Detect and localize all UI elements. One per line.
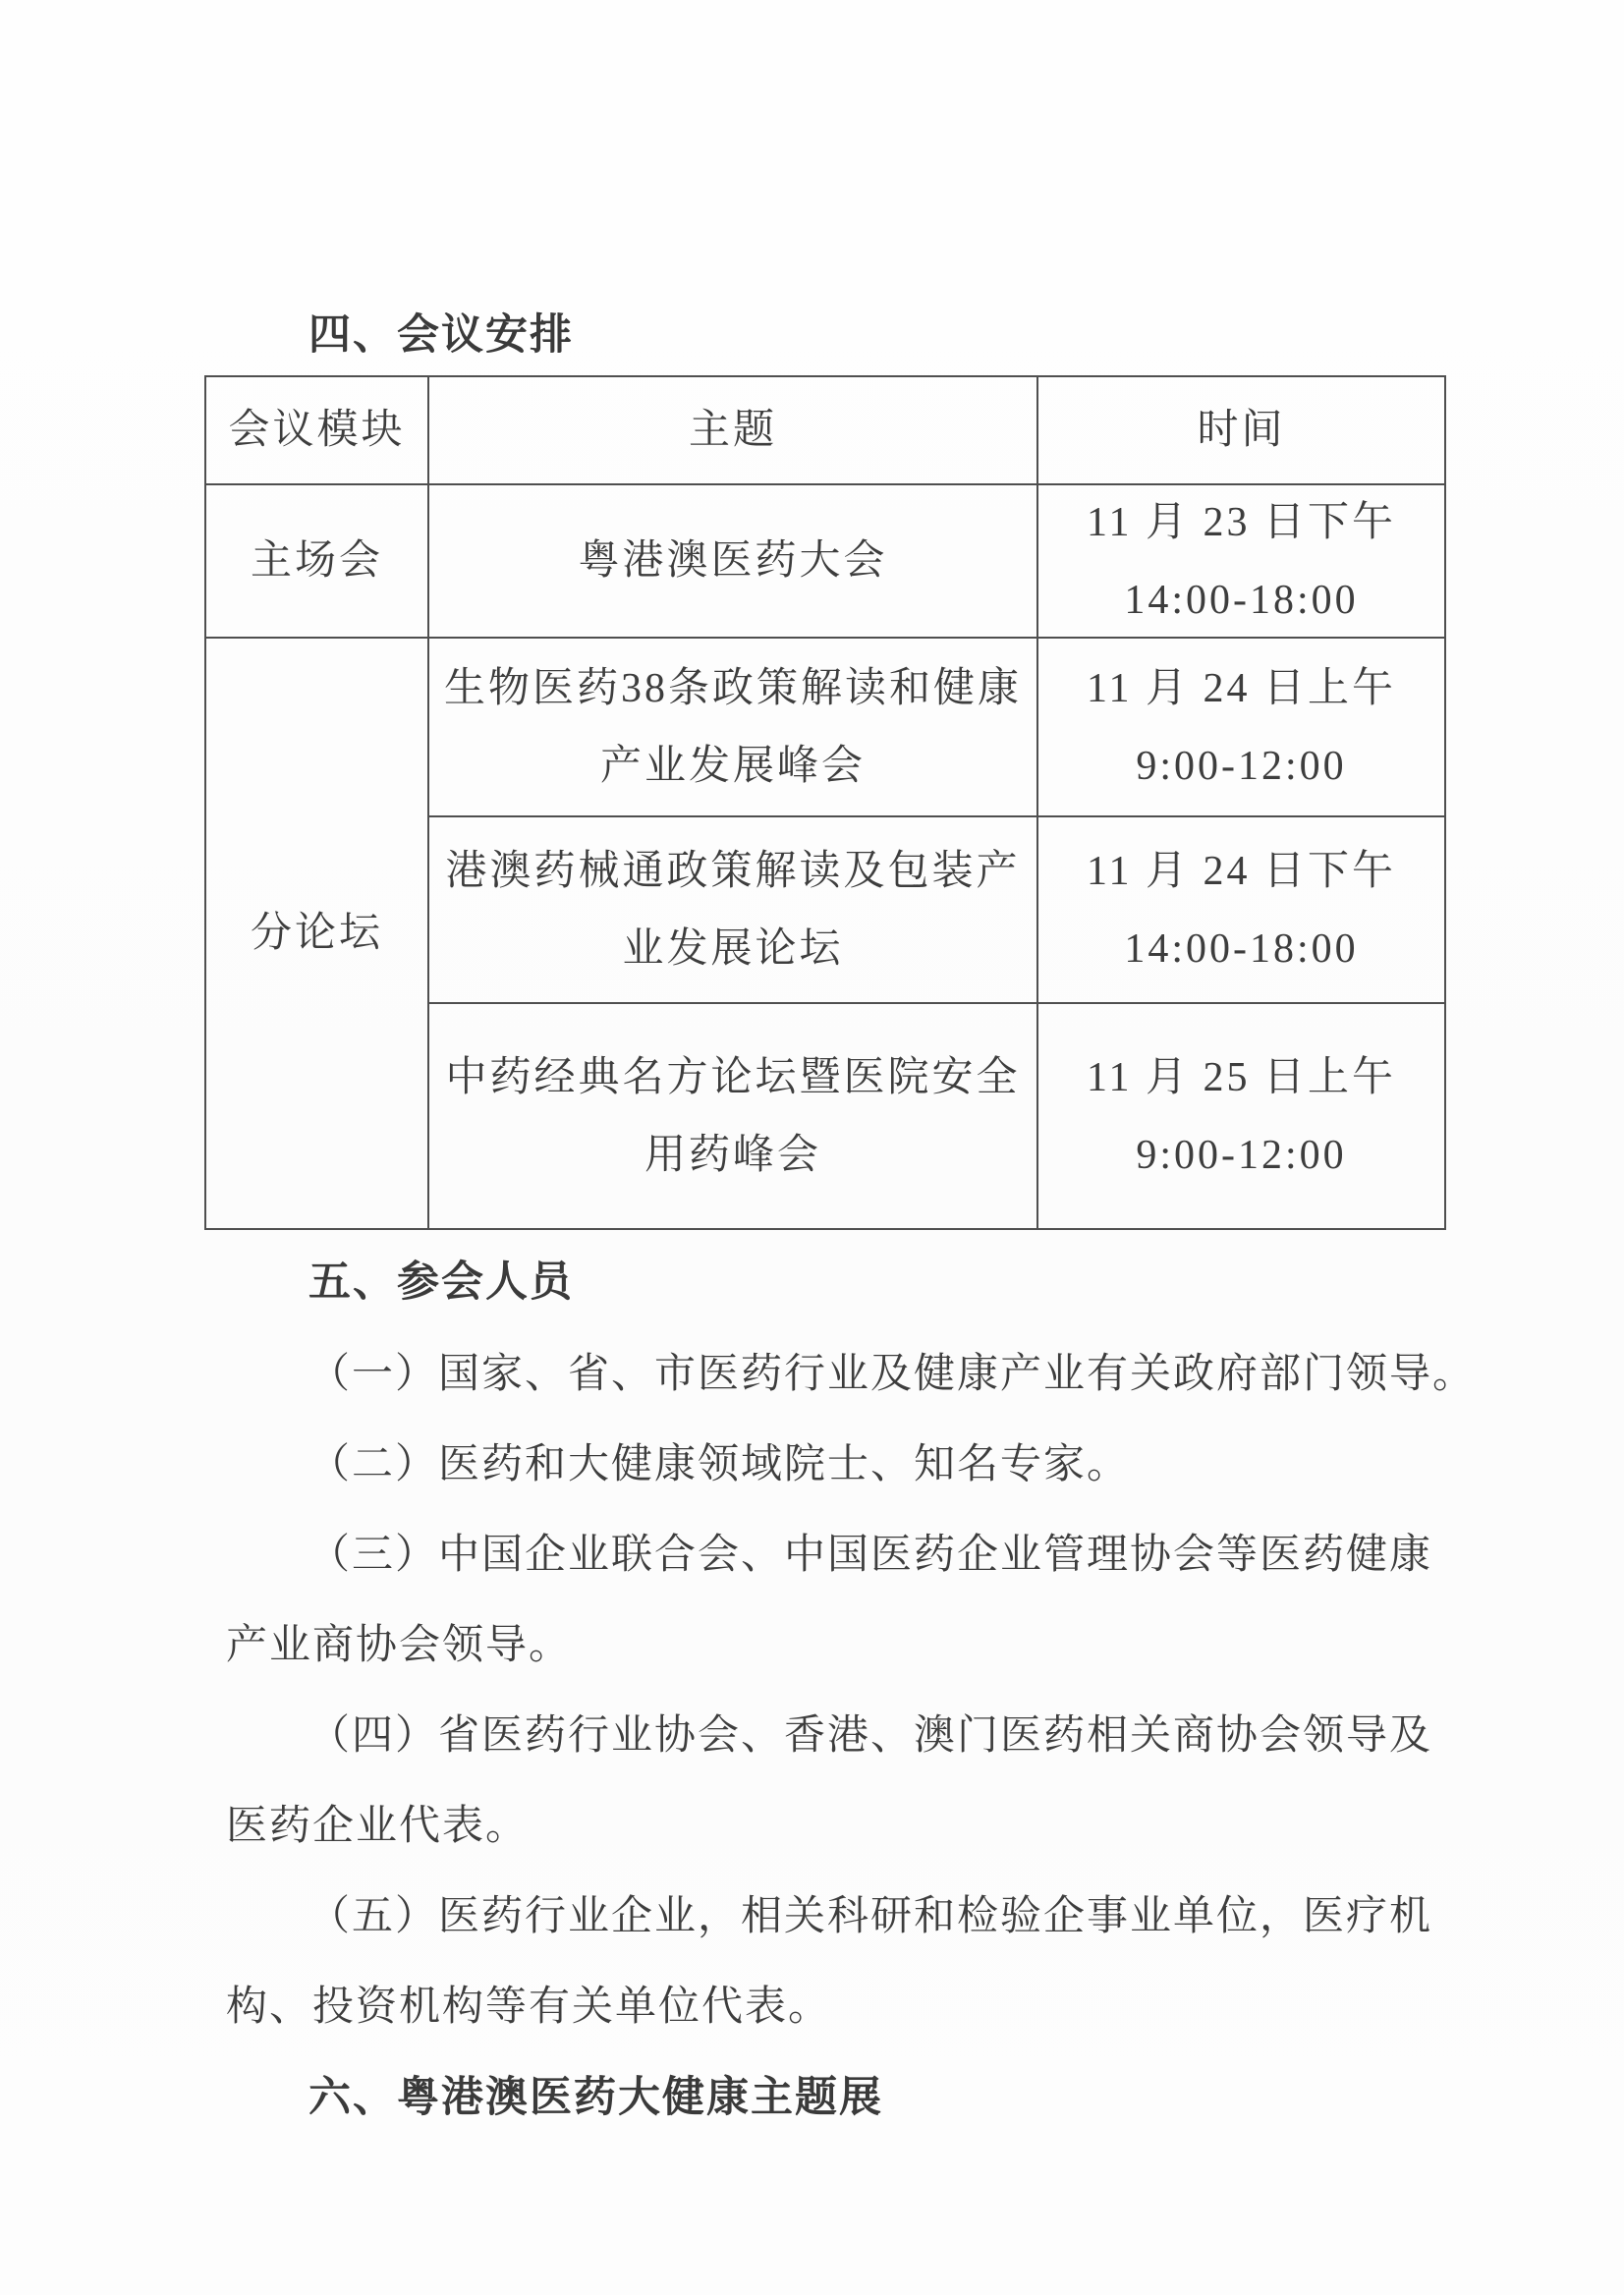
participant-item-5-line-2: 构、投资机构等有关单位代表。 xyxy=(226,1985,832,2030)
cell-topic-main xyxy=(428,484,1037,638)
module-forums-label: 分论坛 xyxy=(250,911,383,956)
time-forum1-line2: 9:00-12:00 xyxy=(1136,743,1347,789)
table-row-forum-1 xyxy=(205,638,1445,816)
meeting-schedule-table xyxy=(204,375,1446,1230)
header-cell-module xyxy=(205,376,428,484)
cell-time-main xyxy=(1037,484,1445,638)
participant-item-3-line-2: 产业商协会领导。 xyxy=(226,1623,573,1668)
participant-item-4-line-2: 医药企业代表。 xyxy=(226,1804,530,1849)
cell-topic-forum-3 xyxy=(428,1003,1037,1229)
table-header-row xyxy=(205,376,1445,484)
cell-module-main xyxy=(205,484,428,638)
topic-forum3-line1: 中药经典名方论坛暨医院安全 xyxy=(445,1054,1021,1100)
header-topic-label: 主题 xyxy=(688,408,777,453)
header-cell-time xyxy=(1037,376,1445,484)
topic-forum1-line2: 产业发展峰会 xyxy=(599,743,866,789)
participant-item-4-line-1: （四）省医药行业协会、香港、澳门医药相关商协会领导及 xyxy=(308,1713,1433,1759)
cell-time-forum-2 xyxy=(1037,816,1445,1003)
header-time-label: 时间 xyxy=(1197,408,1286,453)
time-forum3-line2: 9:00-12:00 xyxy=(1136,1132,1347,1178)
table-row-main-session xyxy=(205,484,1445,638)
document-content xyxy=(204,308,1477,2124)
participant-item-2: （二）医药和大健康领域院士、知名专家。 xyxy=(308,1442,1131,1487)
participant-item-3-line-1: （三）中国企业联合会、中国医药企业管理协会等医药健康 xyxy=(308,1533,1433,1578)
topic-forum3-line2: 用药峰会 xyxy=(644,1132,821,1178)
topic-forum1-line1: 生物医药38条政策解读和健康 xyxy=(443,665,1022,711)
topic-forum2-line2: 业发展论坛 xyxy=(622,925,844,972)
module-main-label: 主场会 xyxy=(250,538,383,584)
time-forum3-line1: 11 月 25 日上午 xyxy=(1087,1054,1396,1100)
header-module-label: 会议模块 xyxy=(228,408,406,453)
cell-topic-forum-1 xyxy=(428,638,1037,816)
section-4-heading: 四、会议安排 xyxy=(308,311,574,359)
time-main-line2: 14:00-18:00 xyxy=(1124,577,1359,623)
time-main-line1: 11 月 23 日下午 xyxy=(1087,499,1396,545)
topic-forum2-line1: 港澳药械通政策解读及包装产 xyxy=(445,848,1021,894)
cell-topic-forum-2 xyxy=(428,816,1037,1003)
cell-time-forum-1 xyxy=(1037,638,1445,816)
time-forum2-line1: 11 月 24 日下午 xyxy=(1087,848,1396,894)
header-cell-topic xyxy=(428,376,1037,484)
time-forum1-line1: 11 月 24 日上午 xyxy=(1087,665,1396,711)
cell-module-forums xyxy=(205,638,428,1229)
section-5-heading: 五、参会人员 xyxy=(308,1259,574,1306)
section-6-heading: 六、粤港澳医药大健康主题展 xyxy=(308,2074,883,2121)
participant-item-1: （一）国家、省、市医药行业及健康产业有关政府部门领导。 xyxy=(308,1352,1477,1397)
participant-item-5-line-1: （五）医药行业企业，相关科研和检验企事业单位，医疗机 xyxy=(308,1894,1433,1939)
topic-main-line: 粤港澳医药大会 xyxy=(578,538,888,584)
cell-time-forum-3 xyxy=(1037,1003,1445,1229)
time-forum2-line2: 14:00-18:00 xyxy=(1124,925,1359,972)
